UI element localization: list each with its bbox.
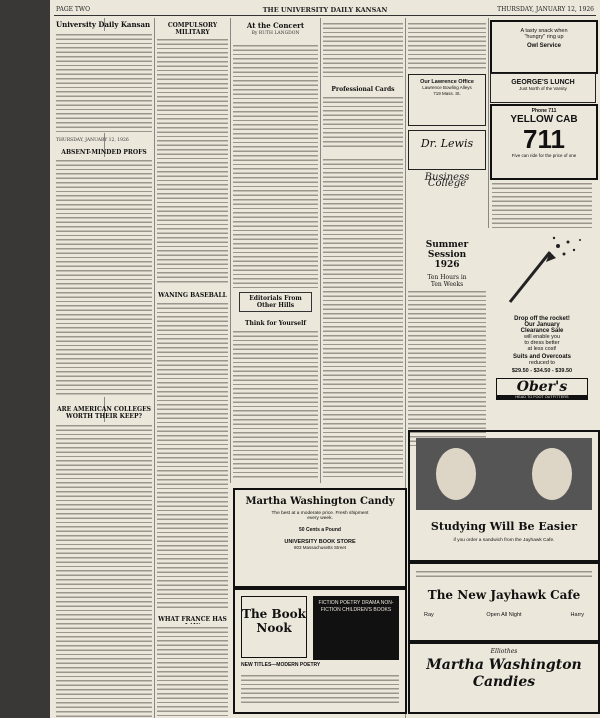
newspaper-header-title: THE UNIVERSITY DAILY KANSAN (262, 6, 388, 14)
masthead-date: THURSDAY, JANUARY 12, 1926 (56, 138, 129, 143)
column-divider (488, 18, 489, 228)
rocket-illustration (490, 232, 594, 310)
professional-cards-title: Professional Cards (331, 86, 395, 93)
article-body (323, 156, 403, 480)
cards-listing (323, 94, 403, 150)
portrait-illustration (416, 438, 592, 510)
studying-easier-ad[interactable]: Studying Will Be Easier if you order a sandwich from the Jayhawk Cafe. (408, 430, 600, 562)
header-rule (54, 15, 596, 16)
martha-washington-candies-ad[interactable]: Elliothes Martha Washington Candies (408, 642, 600, 714)
column-2 (157, 20, 228, 718)
business-college-title: Business College (424, 172, 470, 190)
dr-lewis-ad[interactable]: Dr. Lewis (408, 130, 486, 170)
summer-session-ad[interactable]: Summer Session 1926 Ten Hours in Ten Weeks (408, 232, 486, 448)
ad-body (416, 568, 592, 580)
editorials-box (239, 292, 312, 312)
header-date: THURSDAY, JANUARY 12, 1926 (497, 6, 594, 13)
article-body (157, 36, 228, 284)
article-body (233, 42, 318, 288)
staff-listing (56, 31, 152, 133)
clearance-sale-ad[interactable]: Drop off the rocket! Our January Clearance Sale will enable you to dress better at less cost! Suits and Overcoats reduced to $29.50 - $34.50 - $39.50 Ober's HEAD TO FOOT OUTFITTERS (490, 232, 594, 446)
column-1 (56, 20, 152, 718)
article-body (157, 300, 228, 608)
page-number: PAGE TWO (56, 6, 90, 13)
editorials-title: Editorials From Other Hills (249, 295, 302, 309)
column-3 (233, 20, 318, 483)
column-5 (408, 20, 486, 230)
column-divider (154, 18, 155, 718)
article-body (323, 20, 403, 80)
column-divider (230, 18, 231, 483)
column-divider (320, 18, 321, 483)
article-body (408, 20, 486, 70)
yellow-cab-ad[interactable]: Phone 711 YELLOW CAB 711 Five can ride for the price of one (490, 104, 598, 180)
article-body (492, 180, 592, 228)
article-body (56, 422, 152, 718)
observatory-ad[interactable]: Our Lawrence Office Lawrence Bowling Alleys 719 Mass. St. (408, 74, 486, 126)
headline-absent-minded: ABSENT-MINDED PROFS (61, 149, 147, 156)
headline-france: WHAT FRANCE HAS (158, 616, 227, 623)
concert-byline: By RUTH LANGDON (251, 31, 300, 36)
book-nook-ad[interactable]: The Book Nook FICTION POETRY DRAMA NON-FICTION CHILDREN'S BOOKS NEW TITLES—MODERN POETRY (233, 588, 407, 714)
headline-colleges: ARE AMERICAN COLLEGES WORTH THEIR KEEP? (56, 406, 151, 420)
headline-baseball: WANING BASEBALL (158, 292, 227, 299)
ad-body (408, 288, 486, 446)
masthead-title: University Daily Kansan (56, 20, 151, 29)
article-body (233, 328, 318, 480)
georges-lunch-ad[interactable]: GEORGE'S LUNCH Just North of the Varsity (490, 73, 596, 103)
headline-concert: At the Concert (246, 21, 305, 30)
column-4 (323, 20, 403, 483)
article-body (157, 624, 228, 716)
newspaper-page (50, 0, 600, 718)
headline-think: Think for Yourself (245, 320, 306, 327)
headline-military: COMPULSORY MILITARY (167, 22, 218, 36)
article-body (56, 157, 152, 397)
ad-body (241, 672, 399, 706)
tasty-snack-ad[interactable]: A tasty snack when "hungry" ring up Owl Service (490, 20, 598, 74)
martha-washington-candy-ad[interactable]: Martha Washington Candy The best at a moderate price. Fresh shipment every week. 50 Cents a Pound UNIVERSITY BOOK STORE 803 Massachusetts Street (233, 488, 407, 588)
obers-logo: Ober's HEAD TO FOOT OUTFITTERS (496, 378, 588, 400)
jayhawk-cafe-ad[interactable]: The New Jayhawk Cafe Ray Open All Night Harry (408, 562, 600, 642)
